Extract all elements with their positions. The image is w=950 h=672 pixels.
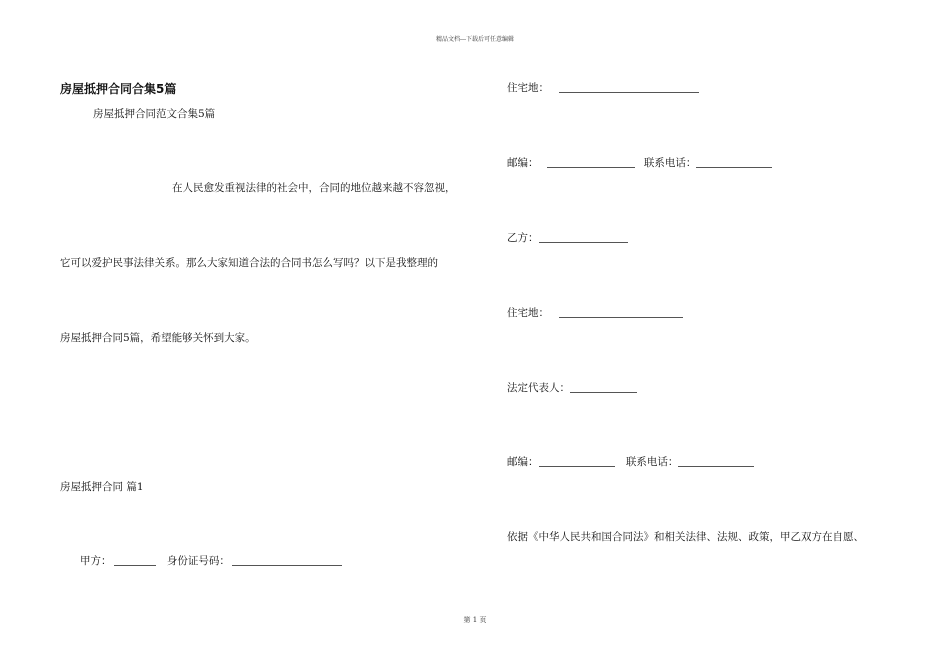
address-label-1: 住宅地： xyxy=(507,82,549,94)
party-b-blank xyxy=(539,232,628,243)
address-row-2 xyxy=(507,305,683,320)
postcode-row-2 xyxy=(507,454,754,469)
postcode-blank-1 xyxy=(547,157,635,168)
phone-blank-1 xyxy=(696,157,772,168)
address-label-2: 住宅地： xyxy=(507,307,549,319)
page-header: 精品文档---下载后可任意编辑 xyxy=(435,36,515,43)
document-title: 房屋抵押合同合集5篇 xyxy=(60,82,177,96)
postcode-label-2: 邮编： xyxy=(507,456,539,468)
document-subtitle: 房屋抵押合同范文合集5篇 xyxy=(93,108,216,120)
id-number-blank xyxy=(232,555,342,566)
intro-line-3: 房屋抵押合同5篇，希望能够关怀到大家。 xyxy=(60,332,256,344)
postcode-blank-2 xyxy=(539,456,615,467)
phone-blank-2 xyxy=(678,456,754,467)
legal-rep-blank xyxy=(570,382,637,393)
party-a-blank xyxy=(114,555,156,566)
party-a-row xyxy=(80,553,342,568)
intro-line-2: 它可以爱护民事法律关系。那么大家知道合法的合同书怎么写吗？以下是我整理的 xyxy=(60,257,438,269)
party-b-row xyxy=(507,230,628,245)
page-footer: 第 1 页 xyxy=(463,616,487,624)
party-a-label: 甲方： xyxy=(80,555,112,567)
phone-label-1: 联系电话： xyxy=(643,157,697,169)
id-number-label: 身份证号码： xyxy=(166,555,230,567)
address-row-1 xyxy=(507,80,699,95)
legal-rep-row xyxy=(507,380,637,395)
intro-line-1: 在人民愈发重视法律的社会中，合同的地位越来越不容忽视， xyxy=(172,182,456,194)
phone-label-2: 联系电话： xyxy=(625,456,679,468)
postcode-row-1 xyxy=(507,155,772,170)
postcode-label-1: 邮编： xyxy=(507,157,539,169)
section-heading: 房屋抵押合同 篇1 xyxy=(60,481,144,493)
address-blank-2 xyxy=(559,307,683,318)
basis-text: 依据《中华人民共和国合同法》和相关法律、法规、政策，甲乙双方在自愿、 xyxy=(507,531,864,543)
legal-rep-label: 法定代表人： xyxy=(507,382,570,394)
party-b-label: 乙方： xyxy=(507,232,539,244)
address-blank-1 xyxy=(559,82,699,93)
